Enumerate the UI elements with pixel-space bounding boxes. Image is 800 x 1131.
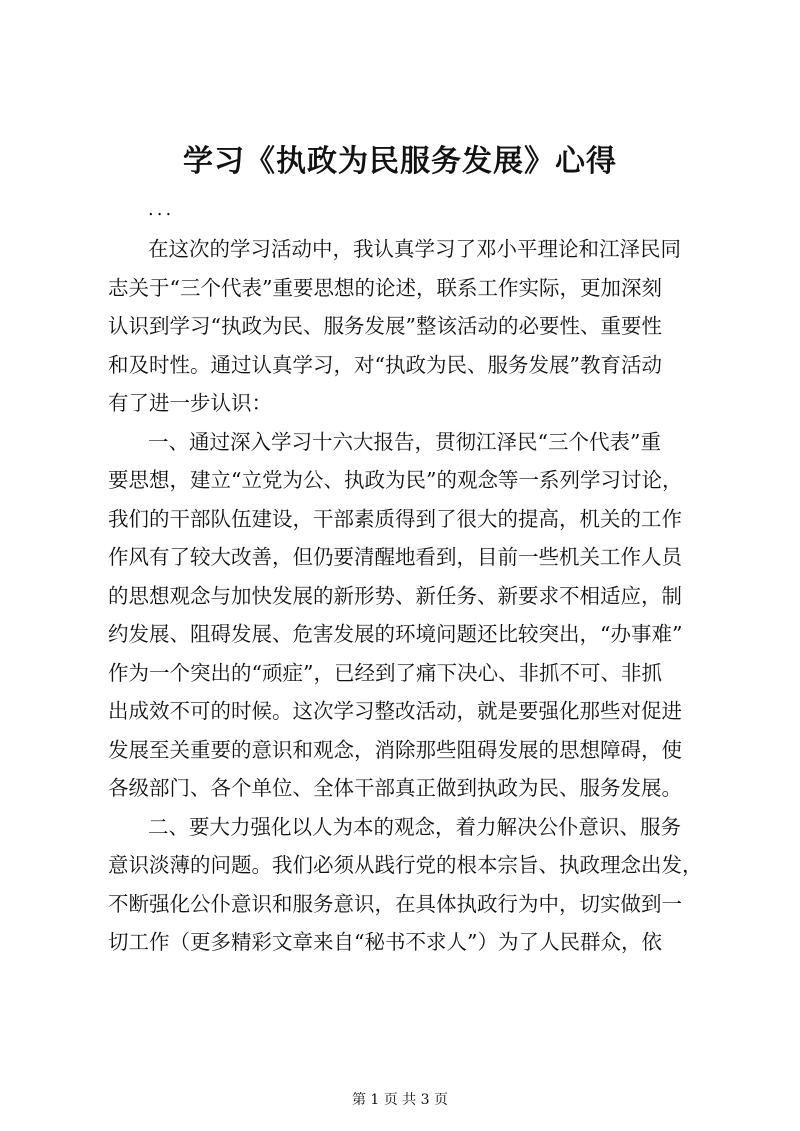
body-line: 作风有了较大改善，但仍要清醒地看到，目前一些机关工作人员 [108,545,682,569]
body-line: 出成效不可的时候。这次学习整改活动，就是要强化那些对促进 [108,699,682,723]
document-body [108,230,708,962]
ellipsis-marker: ... [148,199,175,220]
body-line: 一、通过深入学习十六大报告，贯彻江泽民“三个代表”重 [148,429,661,454]
body-line: 二、要大力强化以人为本的观念，着力解决公仆意识、服务 [148,814,681,839]
body-line: 作为一个突出的“顽症”，已经到了痛下决心、非抓不可、非抓 [108,660,662,685]
page-footer: 第 1 页 共 3 页 [351,1092,449,1108]
body-line: 和及时性。通过认真学习，对“执政为民、服务发展”教育活动 [108,352,662,377]
body-line: 要思想，建立“立党为公、执政为民”的观念等一系列学习讨论， [108,468,683,492]
body-line: 不断强化公仆意识和服务意识，在具体执政行为中，切实做到一 [108,891,682,916]
body-line: 约发展、阻碍发展、危害发展的环境问题还比较突出，“办事难” [108,622,683,646]
body-line: 志关于“三个代表”重要思想的论述，联系工作实际，更加深刻 [108,275,662,300]
body-line: 的思想观念与加快发展的新形势、新任务、新要求不相适应，制 [108,583,682,608]
body-line: 在这次的学习活动中，我认真学习了邓小平理论和江泽民同 [148,237,681,261]
body-line: 各级部门、各个单位、全体干部真正做到执政为民、服务发展。 [108,776,682,800]
body-line: 我们的干部队伍建设，干部素质得到了很大的提高，机关的工作 [108,506,682,531]
body-line: 有了进一步认识： [108,391,272,415]
body-line: 意识淡薄的问题。我们必须从践行党的根本宗旨、执政理念出发， [108,853,703,877]
body-line: 切工作（更多精彩文章来自“秘书不求人”）为了人民群众，依 [108,930,662,954]
body-line: 认识到学习“执政为民、服务发展”整该活动的必要性、重要性 [108,314,662,338]
document-title: 学习《执政为民服务发展》心得 [183,144,617,179]
body-line: 发展至关重要的意识和观念，消除那些阻碍发展的思想障碍，使 [108,737,682,762]
